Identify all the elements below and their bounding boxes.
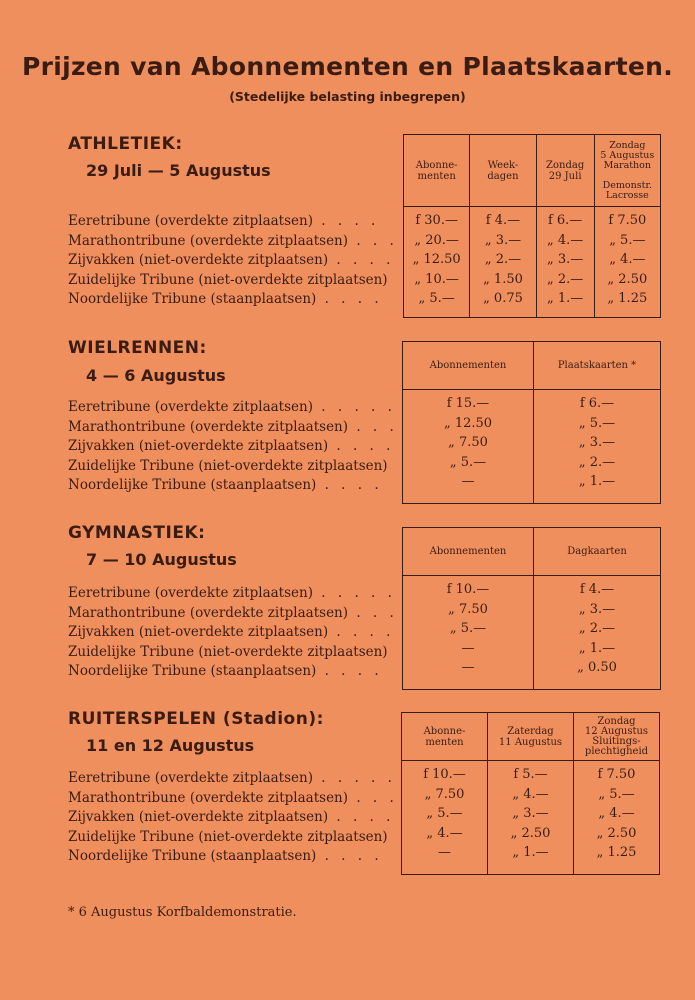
section-dates: 7 — 10 Augustus	[86, 550, 237, 569]
price-cell: „ 5.—	[598, 786, 635, 802]
column-header: Zondag 29 Juli	[536, 135, 594, 207]
price-cell: „ 3.—	[484, 232, 522, 248]
column-header: Abonnementen	[403, 528, 534, 576]
seat-row: Eeretribune (overdekte zitplaatsen) . . . . .	[68, 399, 396, 415]
price-cell: „ 20.—	[414, 232, 459, 248]
seat-row: Marathontribune (overdekte zitplaatsen) . . .	[68, 232, 398, 249]
section-dates: 11 en 12 Augustus	[86, 736, 255, 755]
price-cell: —	[461, 474, 475, 489]
price-cell: f 5.—	[513, 767, 548, 782]
price-cell: „ 2.—	[547, 271, 584, 287]
price-cell: „ 4.—	[598, 806, 635, 821]
seat-row: Eeretribune (overdekte zitplaatsen) . . . . .	[68, 585, 396, 601]
seat-row: Noordelijke Tribune (staanplaatsen) . . . .	[68, 663, 383, 679]
seat-list	[68, 769, 403, 867]
seat-list	[68, 212, 403, 310]
seat-row: Zuidelijke Tribune (niet-overdekte zitplaatsen)	[68, 271, 388, 288]
column-header: Week- dagen	[470, 135, 536, 207]
section-heading: ATHLETIEK:	[68, 134, 183, 154]
column-header: Plaatskaarten *	[534, 342, 661, 390]
price-table	[401, 712, 660, 875]
column-header: Zaterdag 11 Augustus	[488, 713, 574, 761]
seat-row: Zuidelijke Tribune (niet-overdekte zitplaatsen)	[68, 457, 388, 474]
price-cell: „ 1.—	[547, 291, 584, 306]
seat-row: Zijvakken (niet-overdekte zitplaatsen) . . . .	[68, 252, 395, 268]
seat-row: Eeretribune (overdekte zitplaatsen) . . . . .	[68, 770, 396, 786]
price-column	[574, 761, 660, 875]
price-cell: f 15.—	[446, 396, 490, 411]
price-cell: „ 5.—	[418, 291, 455, 306]
price-cell: „ 1.—	[578, 640, 616, 656]
price-cell: „ 12.50	[443, 415, 493, 431]
price-cell: „ 10.—	[414, 271, 459, 287]
price-column	[488, 761, 574, 875]
column-header: Dagkaarten	[534, 528, 661, 576]
price-cell: „ 2.50	[596, 825, 637, 841]
page-title: Prijzen van Abonnementen en Plaatskaarten.	[21, 52, 674, 81]
price-cell: „ 4.—	[609, 252, 646, 267]
price-cell: „ 2.—	[578, 621, 616, 636]
price-cell: f 4.—	[485, 213, 521, 228]
seat-row: Noordelijke Tribune (staanplaatsen) . . . .	[68, 848, 383, 864]
seat-row: Zijvakken (niet-overdekte zitplaatsen) . . . .	[68, 809, 395, 825]
seat-row: Zijvakken (niet-overdekte zitplaatsen) . . . .	[68, 624, 395, 640]
price-cell: „ 7.50	[448, 601, 488, 617]
seat-row: Zijvakken (niet-overdekte zitplaatsen) . . . .	[68, 438, 395, 454]
price-table	[403, 134, 661, 318]
price-cell: „ 4.—	[547, 232, 584, 248]
price-cell: f 6.—	[579, 396, 615, 411]
price-cell: „ 5.—	[449, 621, 487, 636]
price-column	[534, 390, 661, 504]
column-header: Abonne- menten	[402, 713, 488, 761]
seat-row: Zuidelijke Tribune (niet-overdekte zitplaatsen)	[68, 643, 388, 660]
section-dates: 4 — 6 Augustus	[86, 366, 226, 385]
price-cell: „ 12.50	[412, 252, 461, 267]
price-cell: „ 1.25	[596, 845, 637, 860]
price-cell: „ 5.—	[609, 232, 646, 248]
seat-list	[68, 398, 403, 496]
seat-row: Noordelijke Tribune (staanplaatsen) . . . .	[68, 477, 383, 493]
price-cell: —	[438, 845, 451, 860]
footnote: * 6 Augustus Korfbaldemonstratie.	[68, 905, 297, 920]
price-cell: „ 2.50	[510, 825, 551, 841]
page-subtitle: (Stedelijke belasting inbegrepen)	[229, 89, 466, 104]
seat-row: Marathontribune (overdekte zitplaatsen) . . .	[68, 604, 398, 621]
price-column	[594, 207, 660, 318]
price-cell: „ 1.25	[607, 291, 648, 306]
column-header: Zondag 12 Augustus Sluitings- plechtigheid	[574, 713, 660, 761]
price-cell: „ 3.—	[512, 806, 549, 821]
price-cell: „ 3.—	[578, 435, 616, 450]
price-cell: „ 2.—	[578, 454, 616, 470]
seat-row: Marathontribune (overdekte zitplaatsen) . . .	[68, 418, 398, 435]
price-cell: „ 2.50	[607, 271, 648, 287]
seat-row: Noordelijke Tribune (staanplaatsen) . . . .	[68, 291, 383, 307]
section-dates: 29 Juli — 5 Augustus	[86, 161, 271, 180]
price-cell: „ 7.50	[448, 435, 488, 450]
price-column	[402, 761, 488, 875]
price-column	[403, 390, 534, 504]
price-cell: „ 3.—	[547, 252, 584, 267]
price-cell: f 10.—	[423, 767, 466, 782]
price-table	[402, 527, 661, 690]
price-cell: „ 4.—	[426, 825, 463, 841]
price-cell: f 30.—	[415, 213, 458, 228]
price-cell: „ 5.—	[578, 415, 616, 431]
price-cell: „ 1.50	[483, 271, 523, 287]
price-column	[403, 576, 534, 690]
price-cell: „ 7.50	[424, 786, 465, 802]
section-heading: WIELRENNEN:	[68, 338, 207, 358]
price-cell: „ 2.—	[484, 252, 522, 267]
price-cell: „ 4.—	[512, 786, 549, 802]
price-cell: f 10.—	[446, 582, 490, 597]
column-header: Zondag 5 Augustus Marathon Demonstr. Lacrosse	[594, 135, 660, 207]
seat-row: Marathontribune (overdekte zitplaatsen) . . .	[68, 789, 398, 806]
price-table	[402, 341, 661, 504]
price-cell: —	[461, 640, 475, 656]
price-cell: „ 5.—	[449, 454, 487, 470]
column-header: Abonne- menten	[404, 135, 470, 207]
seat-list	[68, 584, 403, 682]
price-cell: f 7.50	[608, 213, 647, 228]
section-heading: GYMNASTIEK:	[68, 523, 206, 543]
section-heading: RUITERSPELEN (Stadion):	[68, 709, 324, 729]
seat-row: Zuidelijke Tribune (niet-overdekte zitplaatsen)	[68, 828, 388, 845]
price-column	[536, 207, 594, 318]
price-cell: „ 3.—	[578, 601, 616, 617]
price-cell: —	[461, 660, 475, 675]
price-cell: f 6.—	[547, 213, 583, 228]
price-cell: f 7.50	[597, 767, 636, 782]
price-cell: „ 5.—	[426, 806, 463, 821]
price-column	[404, 207, 470, 318]
price-column	[534, 576, 661, 690]
price-column	[470, 207, 536, 318]
price-cell: „ 1.—	[578, 474, 616, 489]
price-cell: f 4.—	[579, 582, 615, 597]
price-cell: „ 1.—	[512, 845, 549, 860]
price-cell: „ 0.50	[577, 660, 617, 675]
price-cell: „ 0.75	[483, 291, 523, 306]
column-header: Abonnementen	[403, 342, 534, 390]
seat-row: Eeretribune (overdekte zitplaatsen) . . . .	[68, 213, 380, 229]
